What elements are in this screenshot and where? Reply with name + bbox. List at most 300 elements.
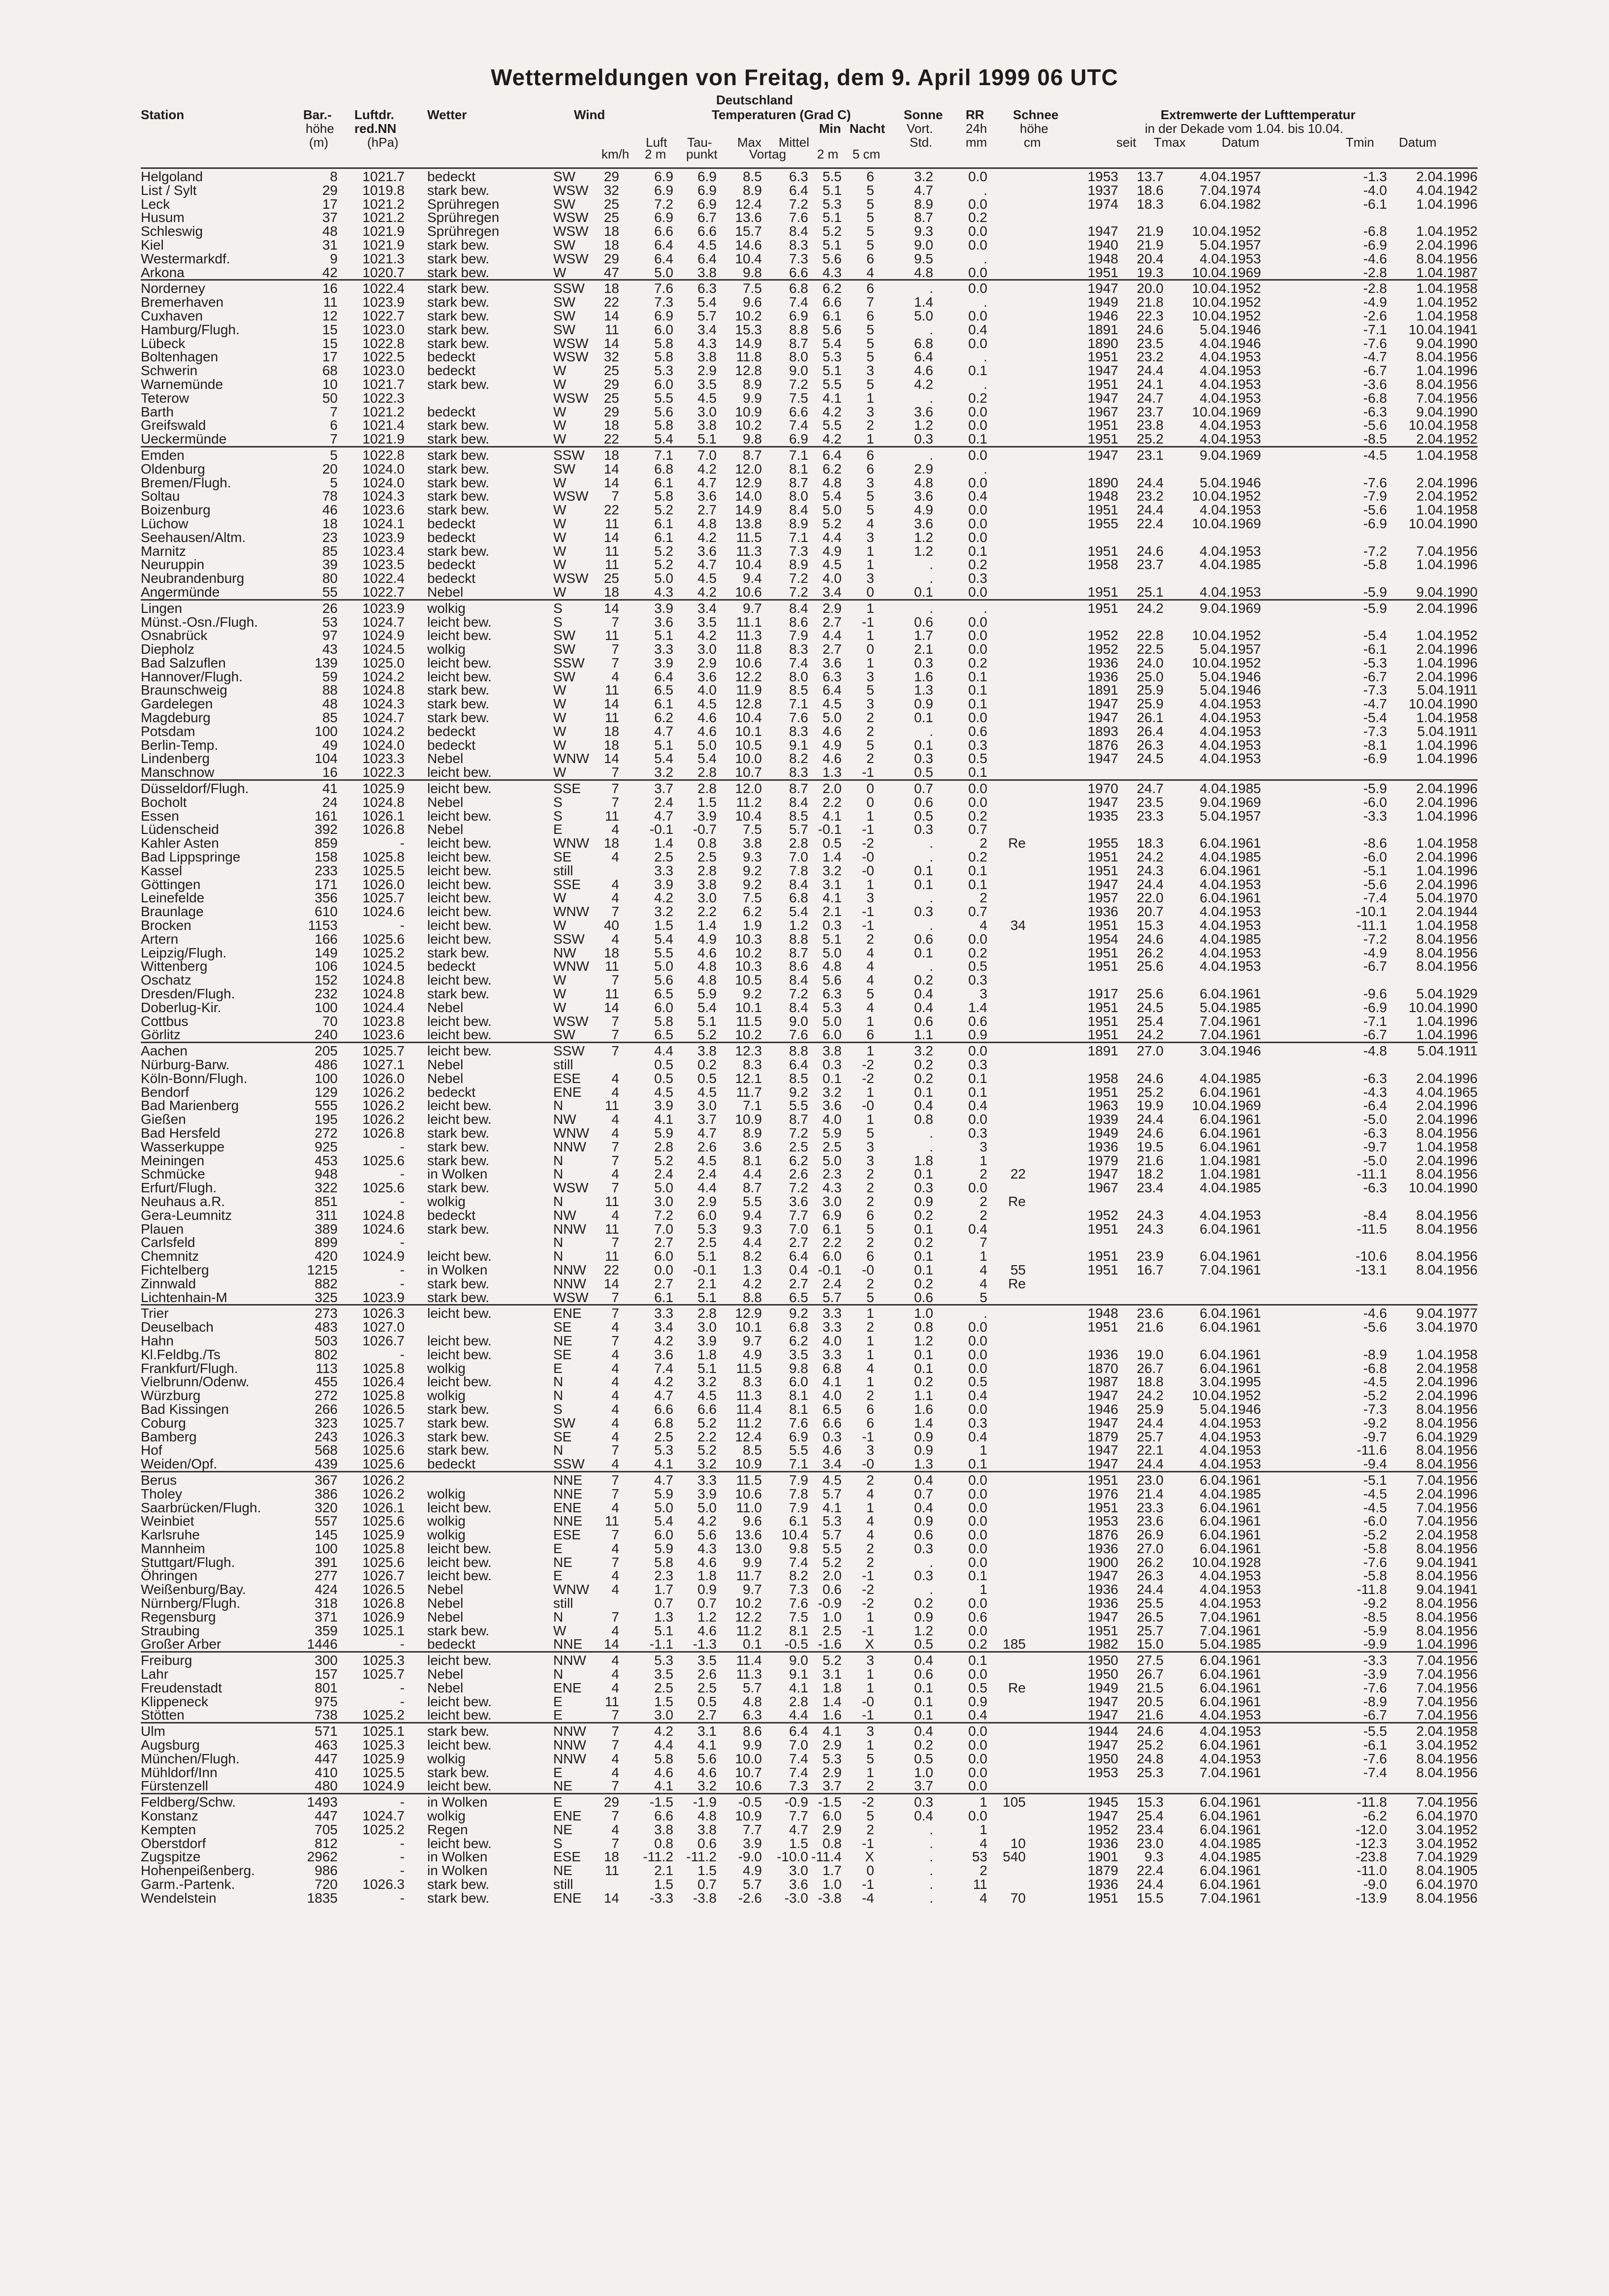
bar-hoehe: 273 xyxy=(315,1306,338,1321)
tmax: 24.6 xyxy=(1136,931,1164,947)
luftdruck: - xyxy=(400,1835,405,1851)
temp-min: 4.3 xyxy=(822,1180,842,1196)
wetter: Regen xyxy=(427,1821,468,1837)
bar-hoehe: 129 xyxy=(315,1084,338,1100)
tmax-datum: 4.04.1953 xyxy=(1199,1707,1261,1723)
seit: 1950 xyxy=(1087,1751,1118,1766)
taupunkt: 5.1 xyxy=(697,1360,717,1376)
table-row xyxy=(141,765,1478,779)
wind-richtung: N xyxy=(553,1193,564,1209)
temp-min: 5.9 xyxy=(822,1125,842,1141)
taupunkt: 3.0 xyxy=(697,1098,717,1114)
temp-max: 9.8 xyxy=(743,431,762,447)
seit: 1951 xyxy=(1087,584,1118,600)
wind-speed: 29 xyxy=(603,1794,619,1810)
sonne: 0.1 xyxy=(914,862,933,878)
temp-luft: 6.0 xyxy=(654,321,673,337)
niederschlag: 0.0 xyxy=(968,196,987,212)
taupunkt: 4.4 xyxy=(697,1180,717,1196)
temp-max: 10.2 xyxy=(735,308,762,323)
seit: 1951 xyxy=(1087,1013,1118,1029)
niederschlag: 0.6 xyxy=(968,1609,987,1625)
niederschlag: 5 xyxy=(979,1289,987,1305)
wind-richtung: W xyxy=(553,696,567,712)
temp-max: 8.5 xyxy=(743,169,762,184)
wind-speed: 7 xyxy=(611,1306,619,1321)
seit: 1945 xyxy=(1087,1794,1118,1810)
bar-hoehe: 851 xyxy=(315,1193,338,1209)
tmax: 24.3 xyxy=(1136,862,1164,878)
temp-nacht: -1 xyxy=(862,1623,874,1638)
bar-hoehe: 243 xyxy=(315,1429,338,1444)
table-row xyxy=(141,1779,1478,1793)
luftdruck: 1024.1 xyxy=(362,515,405,531)
table-row xyxy=(141,391,1478,405)
temp-min: 5.5 xyxy=(822,376,842,392)
temp-min: 4.0 xyxy=(822,1388,842,1403)
bar-hoehe: 311 xyxy=(315,1207,338,1223)
tmin-datum: 1.04.1958 xyxy=(1416,1346,1478,1362)
temp-luft: 7.0 xyxy=(654,1221,673,1237)
niederschlag: 0.9 xyxy=(968,1693,987,1709)
wind-richtung: WNW xyxy=(553,835,590,851)
bar-hoehe: 20 xyxy=(322,461,338,477)
seit: 1936 xyxy=(1087,904,1118,920)
temp-luft: 6.1 xyxy=(654,475,673,490)
taupunkt: 2.8 xyxy=(697,781,717,797)
temp-max: 10.6 xyxy=(735,1486,762,1501)
wetter: Nebel xyxy=(427,1609,464,1625)
temp-luft: 4.1 xyxy=(654,1456,673,1472)
luftdruck: 1024.3 xyxy=(362,488,405,504)
tmax-datum: 10.04.1952 xyxy=(1192,294,1261,310)
temp-nacht: 6 xyxy=(866,281,874,296)
tmin-datum: 2.04.1958 xyxy=(1416,1723,1478,1739)
wetter: leicht bew. xyxy=(427,669,492,684)
station-name: Ulm xyxy=(141,1723,165,1739)
temp-max: 3.6 xyxy=(743,1139,762,1154)
luftdruck: 1025.5 xyxy=(362,862,405,878)
niederschlag: 0.2 xyxy=(968,808,987,824)
station-name: Meiningen xyxy=(141,1152,205,1168)
wind-speed: 11 xyxy=(604,958,619,974)
niederschlag: 0.0 xyxy=(968,417,987,433)
bar-hoehe: 149 xyxy=(315,945,338,960)
wind-richtung: SSW xyxy=(553,1043,585,1059)
wind-speed: 11 xyxy=(604,1193,619,1209)
tmax-datum: 6.04.1961 xyxy=(1199,1653,1261,1668)
tmin: -13.9 xyxy=(1356,1890,1387,1906)
taupunkt: 5.2 xyxy=(697,1442,717,1458)
niederschlag: 0.0 xyxy=(968,308,987,323)
table-row xyxy=(141,823,1478,836)
bar-hoehe: 424 xyxy=(315,1582,338,1597)
temp-luft: 6.1 xyxy=(654,1289,673,1305)
niederschlag: 0.0 xyxy=(968,1180,987,1196)
luftdruck: - xyxy=(400,1693,405,1709)
schnee: 70 xyxy=(1010,1890,1026,1906)
temp-min: 5.1 xyxy=(822,210,842,225)
temp-min: 4.1 xyxy=(822,890,842,906)
tmin: -8.5 xyxy=(1363,431,1387,447)
temp-luft: 4.1 xyxy=(654,1112,673,1127)
temp-luft: 4.7 xyxy=(654,1388,673,1403)
temp-mittel: 7.5 xyxy=(789,390,808,406)
wind-speed: 4 xyxy=(611,1429,619,1444)
tmin-datum: 2.04.1996 xyxy=(1416,1388,1478,1403)
temp-mittel: 2.7 xyxy=(789,1276,808,1291)
seit: 1901 xyxy=(1087,1849,1118,1865)
tmax-datum: 5.04.1946 xyxy=(1199,321,1261,337)
bar-hoehe: 367 xyxy=(315,1472,338,1488)
seit: 1947 xyxy=(1087,794,1118,810)
wind-richtung: W xyxy=(553,363,567,379)
taupunkt: 0.2 xyxy=(697,1057,717,1072)
tmin-datum: 1.04.1996 xyxy=(1416,751,1478,766)
temp-luft: 5.8 xyxy=(654,335,673,351)
wetter: Nebel xyxy=(427,751,464,766)
tmax-datum: 6.04.1961 xyxy=(1199,1794,1261,1810)
temp-mittel: 4.7 xyxy=(789,1821,808,1837)
wetter: leicht bew. xyxy=(427,655,492,670)
temp-min: 0.6 xyxy=(822,1582,842,1597)
niederschlag: 0.2 xyxy=(968,390,987,406)
wetter: Nebel xyxy=(427,794,464,810)
temp-mittel: 6.9 xyxy=(789,431,808,447)
wind-richtung: N xyxy=(553,1374,564,1390)
niederschlag: 0.0 xyxy=(968,1595,987,1611)
seit: 1936 xyxy=(1087,1835,1118,1851)
station-name: Bad Marienberg xyxy=(141,1098,239,1114)
taupunkt: 2.5 xyxy=(697,849,717,865)
tmin-datum: 8.04.1956 xyxy=(1416,1456,1478,1472)
wetter: bedeckt xyxy=(427,529,476,545)
temp-min: 2.2 xyxy=(822,1235,842,1250)
temp-mittel: 8.0 xyxy=(789,669,808,684)
bar-hoehe: 5 xyxy=(330,447,338,463)
wetter: stark bew. xyxy=(427,1276,490,1291)
temp-nacht: -4 xyxy=(862,1890,874,1906)
temp-max: 10.9 xyxy=(735,1808,762,1824)
bar-hoehe: 483 xyxy=(315,1319,338,1335)
table-row xyxy=(141,1181,1478,1195)
wind-richtung: SW xyxy=(553,1415,576,1431)
luftdruck: 1025.7 xyxy=(362,890,405,906)
temp-nacht: 3 xyxy=(866,669,874,684)
temp-nacht: 4 xyxy=(866,945,874,960)
temp-min: 6.8 xyxy=(822,1360,842,1376)
table-row xyxy=(141,725,1478,738)
bar-hoehe: 240 xyxy=(315,1027,338,1043)
table-row xyxy=(141,850,1478,864)
niederschlag: 0.0 xyxy=(968,1333,987,1348)
tmax-datum: 6.04.1961 xyxy=(1199,986,1261,1002)
wind-speed: 11 xyxy=(604,986,619,1002)
tmax: 22.8 xyxy=(1136,628,1164,643)
station-name: Bad Lippspringe xyxy=(141,849,241,865)
temp-max: 12.9 xyxy=(735,475,762,490)
temp-luft: 3.5 xyxy=(654,1666,673,1682)
tmax-datum: 6.04.1961 xyxy=(1199,1221,1261,1237)
table-row xyxy=(141,337,1478,351)
table-row xyxy=(141,1487,1478,1501)
station-group xyxy=(141,1722,1478,1793)
wind-richtung: NW xyxy=(553,1207,576,1223)
tmax-datum: 9.04.1969 xyxy=(1199,794,1261,810)
niederschlag: 0.0 xyxy=(968,447,987,463)
tmin: -6.8 xyxy=(1363,390,1387,406)
tmax-datum: 4.04.1953 xyxy=(1199,1207,1261,1223)
wind-speed: 7 xyxy=(611,972,619,988)
temp-mittel: 7.9 xyxy=(789,1499,808,1515)
taupunkt: 5.1 xyxy=(697,1013,717,1029)
temp-mittel: 8.8 xyxy=(789,321,808,337)
niederschlag: 0.3 xyxy=(968,1125,987,1141)
station-name: Marnitz xyxy=(141,543,186,559)
temp-luft: 3.2 xyxy=(654,765,673,780)
temp-nacht: 5 xyxy=(866,237,874,253)
wind-richtung: S xyxy=(553,808,563,824)
station-name: Lübeck xyxy=(141,335,186,351)
taupunkt: 4.6 xyxy=(697,1764,717,1780)
niederschlag: 0.4 xyxy=(968,1098,987,1114)
luftdruck: 1024.7 xyxy=(362,614,405,630)
niederschlag: 0.7 xyxy=(968,822,987,837)
table-row xyxy=(141,973,1478,987)
bar-hoehe: 277 xyxy=(315,1568,338,1584)
table-row xyxy=(141,170,1478,184)
temp-mittel: 9.2 xyxy=(789,1306,808,1321)
wetter: stark bew. xyxy=(427,1125,490,1141)
tmax: 22.5 xyxy=(1136,641,1164,657)
tmax: 25.9 xyxy=(1136,1401,1164,1417)
seit: 1937 xyxy=(1087,182,1118,198)
temp-luft: 2.5 xyxy=(654,1429,673,1444)
tmax: 25.7 xyxy=(1136,1429,1164,1444)
niederschlag: 0.3 xyxy=(968,972,987,988)
sonne: 3.6 xyxy=(914,515,933,531)
niederschlag: 0.0 xyxy=(968,1764,987,1780)
tmin: -7.6 xyxy=(1363,1680,1387,1695)
wetter: stark bew. xyxy=(427,1623,490,1638)
taupunkt: 2.7 xyxy=(697,502,717,518)
taupunkt: 3.6 xyxy=(697,543,717,559)
tmax: 22.4 xyxy=(1136,1863,1164,1879)
luftdruck: 1025.6 xyxy=(362,1456,405,1472)
station-name: Neuhaus a.R. xyxy=(141,1193,225,1209)
temp-luft: 1.4 xyxy=(654,835,673,851)
luftdruck: 1024.0 xyxy=(362,475,405,490)
tmin-datum: 2.04.1996 xyxy=(1416,849,1478,865)
wind-speed: 14 xyxy=(603,999,619,1015)
bar-hoehe: 41 xyxy=(322,781,338,797)
sonne: 1.6 xyxy=(914,1401,933,1417)
taupunkt: 4.2 xyxy=(697,461,717,477)
temp-mittel: 5.5 xyxy=(789,1098,808,1114)
wetter: bedeckt xyxy=(427,571,476,586)
temp-min: 4.2 xyxy=(822,431,842,447)
table-row xyxy=(141,544,1478,558)
niederschlag: 0.3 xyxy=(968,571,987,586)
sonne: 0.3 xyxy=(914,1540,933,1556)
table-row xyxy=(141,1028,1478,1042)
table-row xyxy=(141,919,1478,932)
temp-mittel: 5.5 xyxy=(789,1442,808,1458)
temp-max: 10.2 xyxy=(735,945,762,960)
sonne: 0.9 xyxy=(914,1609,933,1625)
wind-richtung: ESE xyxy=(553,1527,581,1543)
schnee: 55 xyxy=(1010,1262,1026,1277)
table-row xyxy=(141,1766,1478,1780)
sonne: 0.1 xyxy=(914,876,933,892)
temp-luft: 6.9 xyxy=(654,182,673,198)
tmin: -11.1 xyxy=(1357,918,1387,933)
sonne: 0.4 xyxy=(914,1098,933,1114)
sonne: 0.4 xyxy=(914,1653,933,1668)
tmin-datum: 6.04.1970 xyxy=(1416,1877,1478,1892)
luftdruck: 1026.8 xyxy=(362,1125,405,1141)
niederschlag: 0.5 xyxy=(968,1374,987,1390)
taupunkt: 3.1 xyxy=(697,1723,717,1739)
niederschlag: 0.4 xyxy=(968,1388,987,1403)
wetter: leicht bew. xyxy=(427,1013,492,1029)
taupunkt: 3.2 xyxy=(697,1456,717,1472)
temp-mittel: 8.1 xyxy=(789,1401,808,1417)
wind-speed: 4 xyxy=(611,1653,619,1668)
temp-luft: 6.4 xyxy=(654,237,673,253)
tmax: 23.2 xyxy=(1136,349,1164,365)
temp-mittel: 6.6 xyxy=(789,404,808,419)
table-row xyxy=(141,1752,1478,1766)
sonne: 6.4 xyxy=(914,349,933,365)
bar-hoehe: 46 xyxy=(322,502,338,518)
taupunkt: 3.6 xyxy=(697,488,717,504)
tmin-datum: 2.04.1958 xyxy=(1416,1360,1478,1376)
temp-max: 11.9 xyxy=(736,682,762,698)
tmax-datum: 10.04.1952 xyxy=(1192,655,1261,670)
wind-speed: 14 xyxy=(603,1890,619,1906)
temp-luft: 5.6 xyxy=(654,972,673,988)
tmin: -6.7 xyxy=(1363,669,1387,684)
tmax-datum: 7.04.1961 xyxy=(1199,1764,1261,1780)
temp-mittel: 7.4 xyxy=(789,655,808,670)
tmin-datum: 7.04.1956 xyxy=(1416,1499,1478,1515)
niederschlag: 0.0 xyxy=(968,335,987,351)
seit: 1951 xyxy=(1087,502,1118,518)
station-name: Gardelegen xyxy=(141,696,213,712)
taupunkt: 3.2 xyxy=(697,1374,717,1390)
niederschlag: 2 xyxy=(979,890,987,906)
temp-luft: 5.5 xyxy=(654,945,673,960)
temp-min: 3.3 xyxy=(822,1306,842,1321)
temp-luft: 5.0 xyxy=(654,1499,673,1515)
station-name: Warnemünde xyxy=(141,376,223,392)
niederschlag: 11 xyxy=(973,1877,987,1892)
bar-hoehe: 6 xyxy=(330,417,338,433)
temp-nacht: 6 xyxy=(866,447,874,463)
temp-nacht: 1 xyxy=(866,1013,874,1029)
bar-hoehe: 232 xyxy=(315,986,338,1002)
temp-luft: 5.8 xyxy=(654,1013,673,1029)
tmax: 24.2 xyxy=(1136,849,1164,865)
tmin-datum: 1.04.1958 xyxy=(1416,502,1478,518)
temp-min: 4.9 xyxy=(822,737,842,753)
bar-hoehe: 447 xyxy=(315,1808,338,1824)
seit: 1876 xyxy=(1087,737,1118,753)
taupunkt: 6.6 xyxy=(697,223,717,239)
sonne: . xyxy=(929,390,933,406)
tmax: 24.6 xyxy=(1136,543,1164,559)
tmin: -9.9 xyxy=(1363,1636,1387,1652)
sonne: . xyxy=(929,890,933,906)
tmin-datum: 8.04.1956 xyxy=(1416,945,1478,960)
station-name: Hof xyxy=(141,1442,162,1458)
table-row xyxy=(141,1249,1478,1263)
wind-speed: 7 xyxy=(611,1737,619,1753)
tmax-datum: 4.04.1953 xyxy=(1199,1415,1261,1431)
temp-mittel: 8.5 xyxy=(789,808,808,824)
tmin-datum: 8.04.1956 xyxy=(1416,1442,1478,1458)
temp-mittel: 4.1 xyxy=(789,1680,808,1695)
tmin: -7.6 xyxy=(1363,1751,1387,1766)
seit: 1953 xyxy=(1087,169,1118,184)
wind-richtung: NNW xyxy=(553,1737,586,1753)
tmax: 26.4 xyxy=(1136,723,1164,739)
station-name: Bamberg xyxy=(141,1429,197,1444)
temp-nacht: 0 xyxy=(866,1863,874,1879)
tmin-datum: 7.04.1956 xyxy=(1416,1653,1478,1668)
wetter: wolkig xyxy=(427,1486,466,1501)
taupunkt: 3.0 xyxy=(697,404,717,419)
temp-min: 5.0 xyxy=(822,1152,842,1168)
tmin: -2.6 xyxy=(1363,308,1387,323)
temp-mittel: 1.2 xyxy=(789,918,808,933)
sonne: 1.0 xyxy=(914,1306,933,1321)
wind-speed: 40 xyxy=(603,918,619,933)
tmin-datum: 1.04.1996 xyxy=(1416,862,1478,878)
temp-mittel: 6.8 xyxy=(789,890,808,906)
taupunkt: 0.6 xyxy=(697,1835,717,1851)
taupunkt: 2.1 xyxy=(697,1276,717,1291)
bar-hoehe: 7 xyxy=(330,431,338,447)
tmin: -5.8 xyxy=(1363,557,1387,573)
tmin-datum: 2.04.1996 xyxy=(1416,475,1478,490)
temp-luft: 4.1 xyxy=(654,1778,673,1794)
sonne: 4.6 xyxy=(914,363,933,379)
wind-speed: 22 xyxy=(603,502,619,518)
station-name: Kempten xyxy=(141,1821,196,1837)
temp-mittel: 8.1 xyxy=(789,1623,808,1638)
niederschlag: 53 xyxy=(972,1849,987,1865)
wind-speed: 22 xyxy=(603,294,619,310)
luftdruck: 1026.4 xyxy=(362,1374,405,1390)
wind-richtung: W xyxy=(553,890,567,906)
sonne: 0.2 xyxy=(914,1057,933,1072)
temp-nacht: 4 xyxy=(866,958,874,974)
wetter: bedeckt xyxy=(427,404,476,419)
taupunkt: 3.8 xyxy=(697,1821,717,1837)
luftdruck: 1024.9 xyxy=(362,1248,405,1264)
temp-luft: 1.5 xyxy=(654,918,673,933)
temp-max: 7.5 xyxy=(743,890,762,906)
temp-nacht: 5 xyxy=(866,986,874,1002)
luftdruck: 1023.9 xyxy=(362,529,405,545)
temp-nacht: 5 xyxy=(866,210,874,225)
table-row xyxy=(141,1667,1478,1681)
temp-mittel: 6.0 xyxy=(789,1374,808,1390)
table-row xyxy=(141,1823,1478,1837)
luftdruck: 1025.2 xyxy=(362,1707,405,1723)
